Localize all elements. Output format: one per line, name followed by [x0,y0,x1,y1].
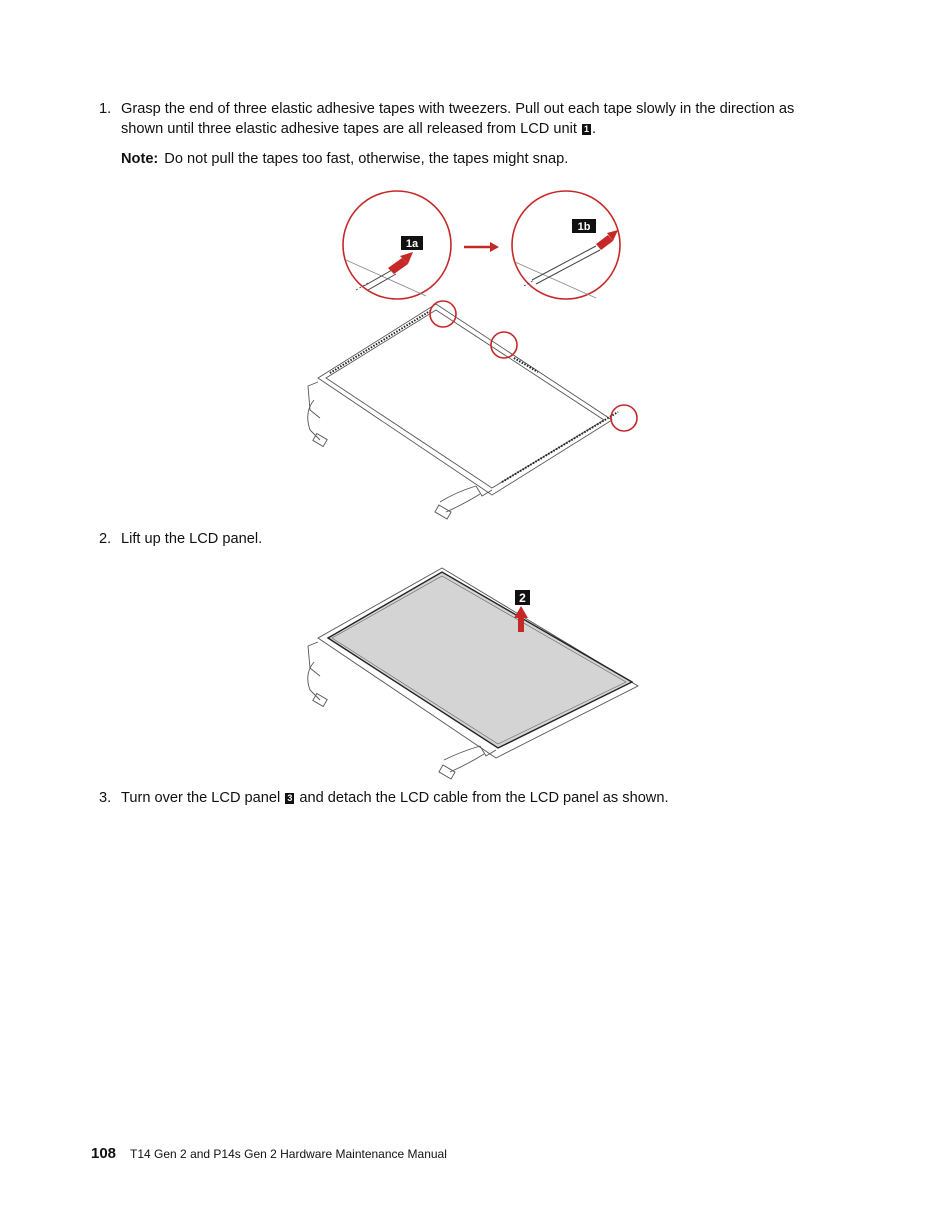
callout-1b: 1b [577,221,591,233]
lcd-panel [328,572,632,748]
page-footer [91,1145,447,1162]
page-number: 108 [91,1145,117,1162]
note [121,151,568,167]
step-text: Lift up the LCD panel. [121,531,263,547]
step-text: Turn over the LCD panel 3 and detach the LCD cable from the LCD panel as shown. [121,790,669,806]
tape-location-3 [611,405,637,431]
step-number: 2. [99,531,112,547]
sequence-arrow [464,242,499,252]
tape-location-1 [430,301,456,327]
callout-badge: 1 [583,124,589,134]
step-number: 3. [99,790,112,806]
manual-title: T14 Gen 2 and P14s Gen 2 Hardware Maintenance Manual [130,1147,447,1161]
callout-1a: 1a [405,238,419,250]
note-text: Do not pull the tapes too fast, otherwise, the tapes might snap. [164,151,569,167]
step-text: Grasp the end of three elastic adhesive tapes with tweezers. Pull out each tape slowly in the direction as shown until three elastic adhesive tapes are all released from LCD unit 1 . [121,101,795,137]
lcd-frame [308,304,618,519]
callout-2: 2 [519,591,526,605]
zoom-circle-b [512,191,620,299]
figure-tape-removal [296,190,646,525]
zoom-circle-a [343,191,451,299]
figure-lift-lcd-panel [296,562,646,784]
callout-badge: 3 [287,793,293,803]
step-number: 1. [99,101,112,117]
note-label: Note: [121,151,159,167]
